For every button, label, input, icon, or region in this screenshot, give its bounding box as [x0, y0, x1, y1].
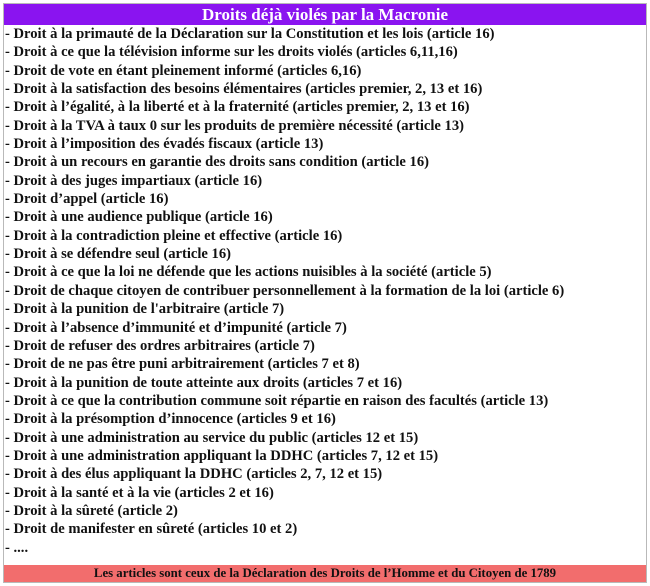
list-item: - Droit à des élus appliquant la DDHC (articles 2, 7, 12 et 15) [5, 466, 383, 483]
list-item: - Droit à une audience publique (article 16) [5, 209, 273, 226]
rights-panel [3, 3, 647, 583]
rights-list [4, 25, 646, 557]
list-item: - Droit à la punition de toute atteinte aux droits (articles 7 et 16) [5, 374, 403, 391]
list-item: - Droit à l’égalité, à la liberté et à la fraternité (articles premier, 2, 13 et 16) [5, 99, 470, 116]
list-item: - Droit à un recours en garantie des droits sans condition (article 16) [5, 154, 430, 171]
list-item: - Droit à la présomption d’innocence (articles 9 et 16) [5, 411, 336, 428]
list-item: - Droit à l’absence d’immunité et d’impunité (article 7) [5, 319, 347, 336]
list-item: - Droit à l’imposition des évadés fiscaux (article 13) [5, 136, 324, 153]
list-item: - Droit à la TVA à taux 0 sur les produits de première nécessité (article 13) [5, 117, 464, 134]
list-item: - Droit à ce que la contribution commune soit répartie en raison des facultés (article 13) [5, 392, 549, 409]
list-item: - .... [5, 539, 29, 556]
list-item: - Droit de chaque citoyen de contribuer personnellement à la formation de la loi (article 6) [5, 282, 565, 299]
list-item: - Droit à ce que la loi ne défende que les actions nuisibles à la société (article 5) [5, 264, 492, 281]
list-item: - Droit à une administration au service du public (articles 12 et 15) [5, 429, 419, 446]
list-item: - Droit de ne pas être puni arbitrairement (articles 7 et 8) [5, 356, 360, 373]
list-item: - Droit de vote en étant pleinement informé (articles 6,16) [5, 62, 362, 79]
list-item: - Droit à la punition de l'arbitraire (article 7) [5, 301, 285, 318]
list-item: - Droit de manifester en sûreté (articles 10 et 2) [5, 521, 298, 538]
list-item: - Droit d’appel (article 16) [5, 191, 169, 208]
panel-title: Droits déjà violés par la Macronie [4, 4, 646, 25]
list-item: - Droit à la contradiction pleine et effective (article 16) [5, 227, 343, 244]
list-item: - Droit à la primauté de la Déclaration sur la Constitution et les lois (article 16) [5, 26, 495, 42]
list-item: - Droit à des juges impartiaux (article 16) [5, 172, 263, 189]
list-item: - Droit de refuser des ordres arbitraires (article 7) [5, 337, 315, 354]
source-note: Les articles sont ceux de la Déclaration des Droits de l’Homme et du Citoyen de 1789 [4, 565, 646, 582]
list-item: - Droit à la sûreté (article 2) [5, 502, 178, 519]
list-item: - Droit à une administration appliquant la DDHC (articles 7, 12 et 15) [5, 447, 439, 464]
list-item: - Droit à se défendre seul (article 16) [5, 246, 232, 263]
list-item: - Droit à ce que la télévision informe sur les droits violés (articles 6,11,16) [5, 44, 458, 61]
list-item: - Droit à la santé et à la vie (articles 2 et 16) [5, 484, 274, 501]
list-item: - Droit à la satisfaction des besoins élémentaires (articles premier, 2, 13 et 16) [5, 81, 483, 98]
